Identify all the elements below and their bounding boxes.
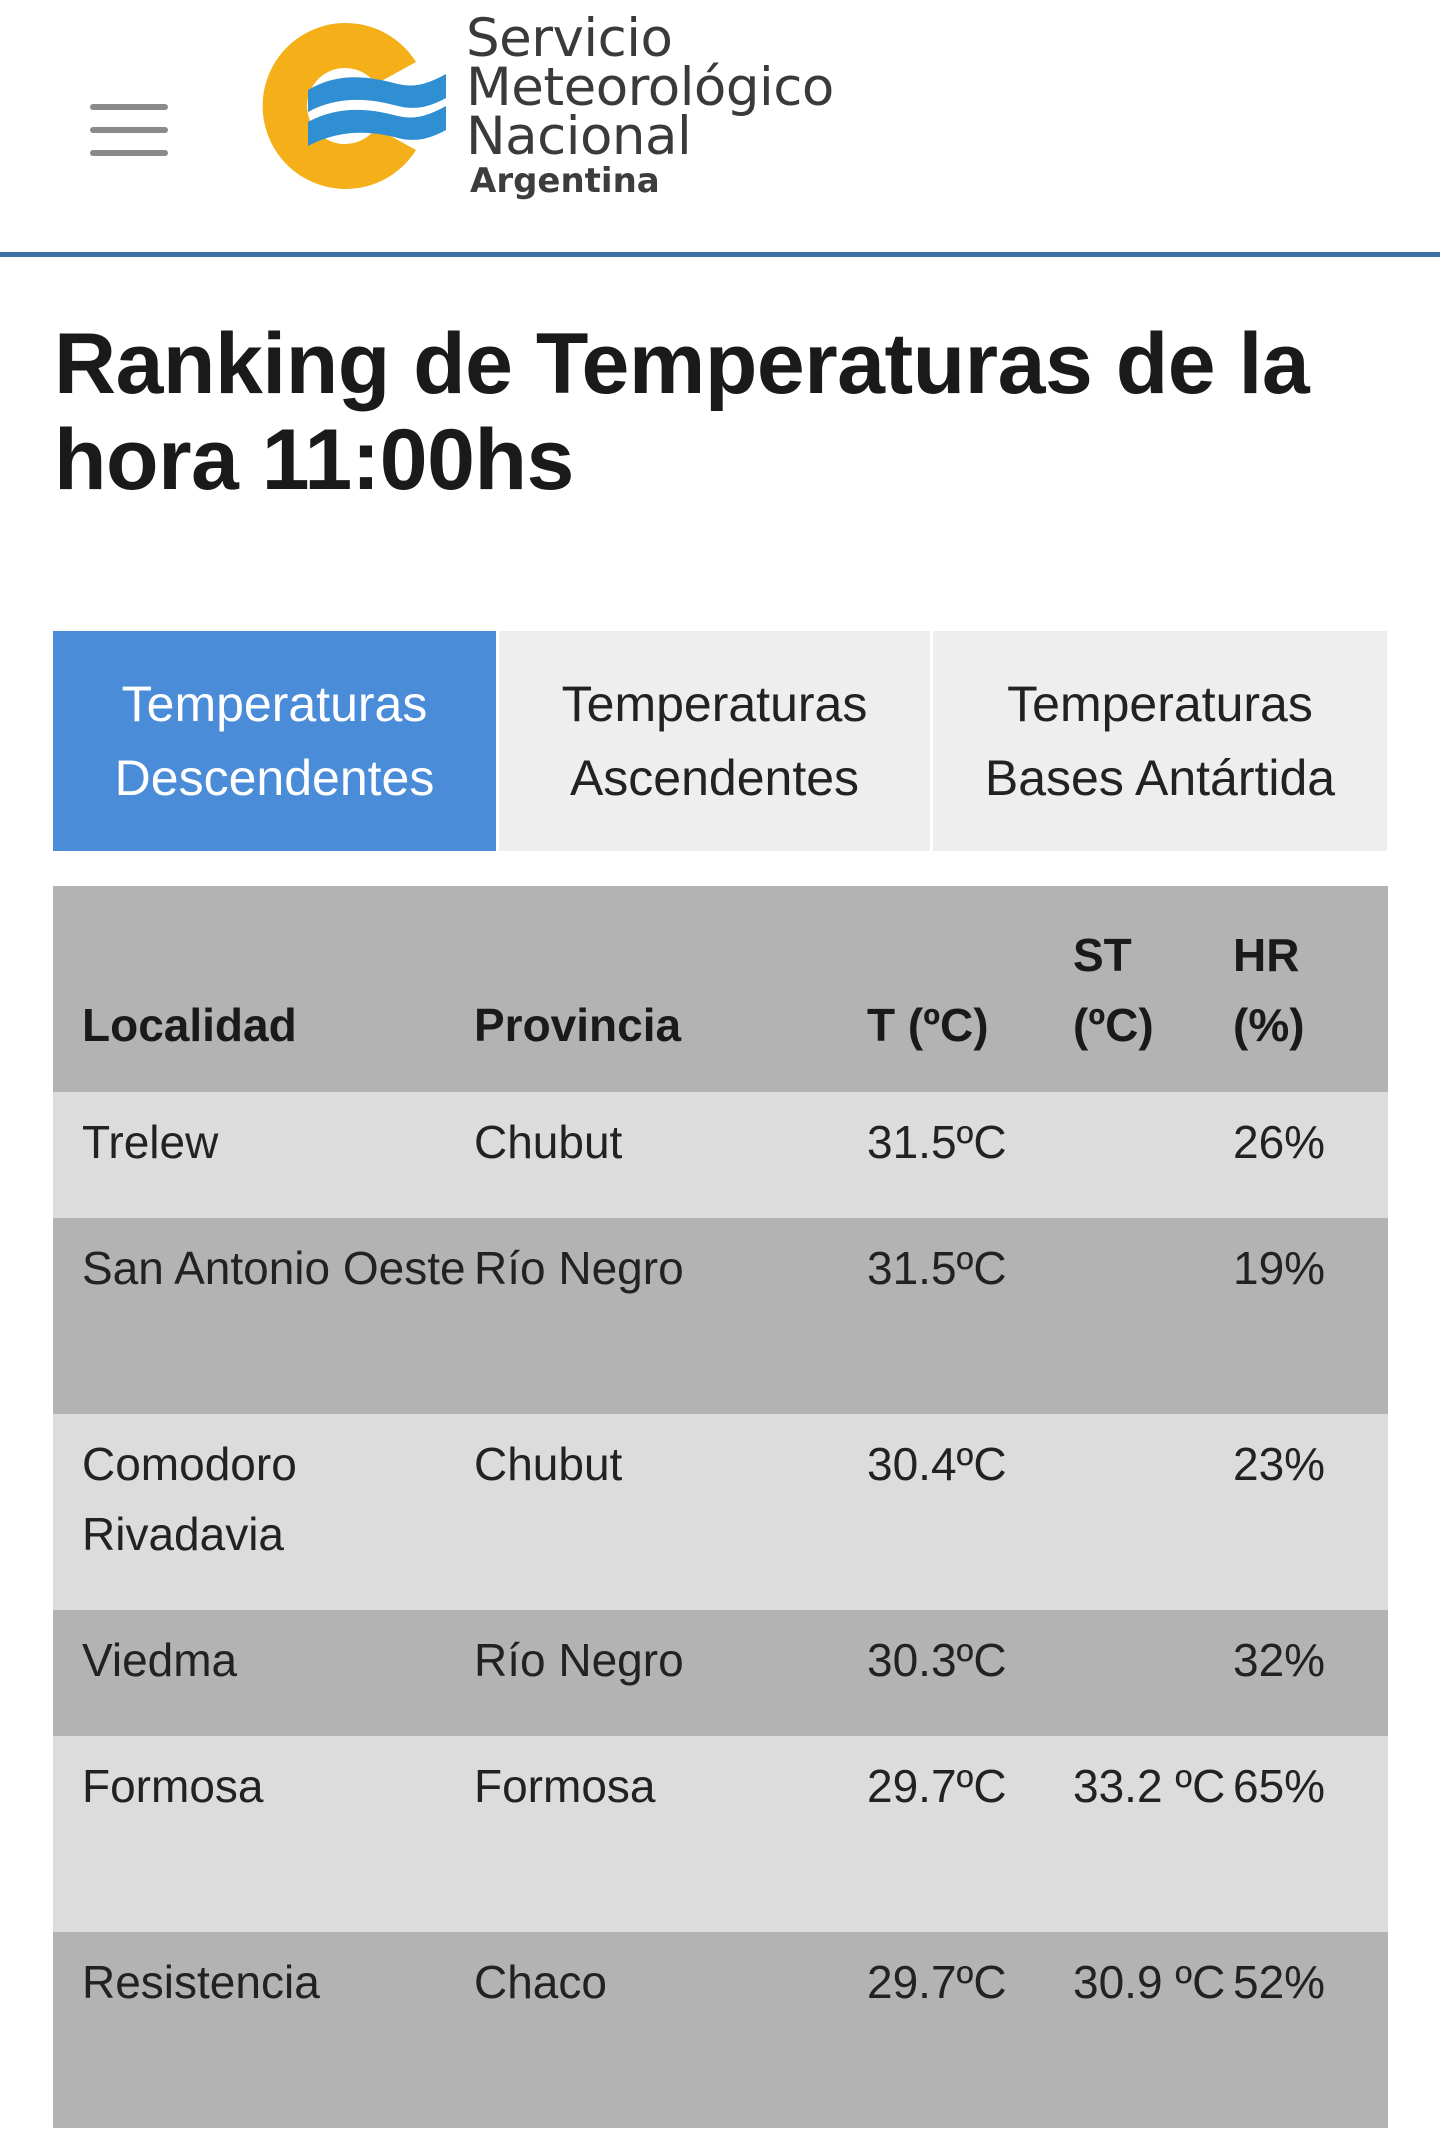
table-row — [53, 1092, 1388, 1218]
header-humedad-relativa[interactable] — [1233, 886, 1388, 1092]
cell-temperatura: 31.5ºC — [867, 1092, 1073, 1218]
cell-localidad: Trelew — [53, 1092, 474, 1218]
cell-provincia: Chaco — [474, 1932, 867, 2128]
logo-wave-top — [308, 74, 446, 112]
cell-sensacion-termica: 30.9 ºC — [1073, 1932, 1233, 2128]
tab-temperaturas-descendentes[interactable] — [53, 631, 496, 851]
tab-label — [985, 667, 1335, 815]
cell-humedad: 23% — [1233, 1414, 1388, 1610]
cell-temperatura: 30.4ºC — [867, 1414, 1073, 1610]
cell-provincia: Río Negro — [474, 1610, 867, 1736]
table-row — [53, 1218, 1388, 1414]
logo-ring-shape — [263, 23, 416, 189]
table-row — [53, 1932, 1388, 2128]
table-header-row — [53, 886, 1388, 1092]
logo-line-nacional: Nacional — [466, 106, 692, 167]
cell-sensacion-termica — [1073, 1414, 1233, 1610]
cell-provincia: Formosa — [474, 1736, 867, 1932]
cell-localidad: Formosa — [53, 1736, 474, 1932]
cell-sensacion-termica — [1073, 1610, 1233, 1736]
tab-label-line1: Temperaturas — [561, 676, 868, 732]
tab-label-line1: Temperaturas — [121, 676, 428, 732]
cell-localidad: Resistencia — [53, 1932, 474, 2128]
cell-humedad: 32% — [1233, 1610, 1388, 1736]
smn-logo[interactable] — [238, 10, 858, 210]
cell-temperatura: 31.5ºC — [867, 1218, 1073, 1414]
header-st-line2: (ºC) — [1073, 999, 1154, 1051]
tab-temperaturas-bases-antartida[interactable] — [933, 631, 1387, 851]
cell-humedad: 65% — [1233, 1736, 1388, 1932]
cell-provincia: Chubut — [474, 1092, 867, 1218]
cell-provincia: Chubut — [474, 1414, 867, 1610]
menu-bar — [90, 104, 168, 110]
tab-label-line2: Descendentes — [114, 750, 435, 806]
menu-bar — [90, 150, 168, 156]
header-temperatura[interactable]: T (ºC) — [867, 886, 1073, 1092]
cell-localidad: San Antonio Oeste — [53, 1218, 474, 1414]
smn-logo-mark-icon — [238, 10, 448, 202]
header-localidad[interactable]: Localidad — [53, 886, 474, 1092]
cell-temperatura: 29.7ºC — [867, 1932, 1073, 2128]
cell-humedad: 19% — [1233, 1218, 1388, 1414]
logo-wordmark — [466, 8, 834, 201]
logo-country: Argentina — [470, 161, 660, 201]
tab-label-line2: Ascendentes — [569, 750, 860, 806]
table-row — [53, 1610, 1388, 1736]
header-sensacion-termica[interactable] — [1073, 886, 1233, 1092]
cell-sensacion-termica: 33.2 ºC — [1073, 1736, 1233, 1932]
tab-temperaturas-ascendentes[interactable] — [499, 631, 930, 851]
cell-temperatura: 29.7ºC — [867, 1736, 1073, 1932]
tab-label — [562, 667, 868, 815]
cell-sensacion-termica — [1073, 1092, 1233, 1218]
tab-label — [115, 667, 435, 815]
ranking-tabs — [53, 631, 1387, 851]
ranking-table — [53, 886, 1388, 2128]
table-row — [53, 1414, 1388, 1610]
menu-bar — [90, 127, 168, 133]
logo-line-meteorologico: Meteorológico — [466, 57, 834, 118]
page-title: Ranking de Temperaturas de la hora 11:00hs — [54, 316, 1310, 508]
hamburger-menu-icon[interactable] — [90, 104, 168, 156]
tab-label-line1: Temperaturas — [1007, 676, 1313, 732]
cell-humedad: 26% — [1233, 1092, 1388, 1218]
tab-label-line2: Bases Antártida — [984, 750, 1336, 806]
header-st-line1: ST — [1073, 929, 1132, 981]
table-row — [53, 1736, 1388, 1932]
cell-localidad: Viedma — [53, 1610, 474, 1736]
header-hr-line1: HR — [1233, 929, 1300, 981]
site-header — [0, 0, 1440, 257]
cell-temperatura: 30.3ºC — [867, 1610, 1073, 1736]
header-provincia[interactable]: Provincia — [474, 886, 867, 1092]
cell-provincia: Río Negro — [474, 1218, 867, 1414]
cell-localidad: Comodoro Rivadavia — [53, 1414, 474, 1610]
logo-line-servicio: Servicio — [466, 8, 673, 69]
cell-sensacion-termica — [1073, 1218, 1233, 1414]
header-hr-line2: (%) — [1233, 999, 1305, 1051]
cell-humedad: 52% — [1233, 1932, 1388, 2128]
